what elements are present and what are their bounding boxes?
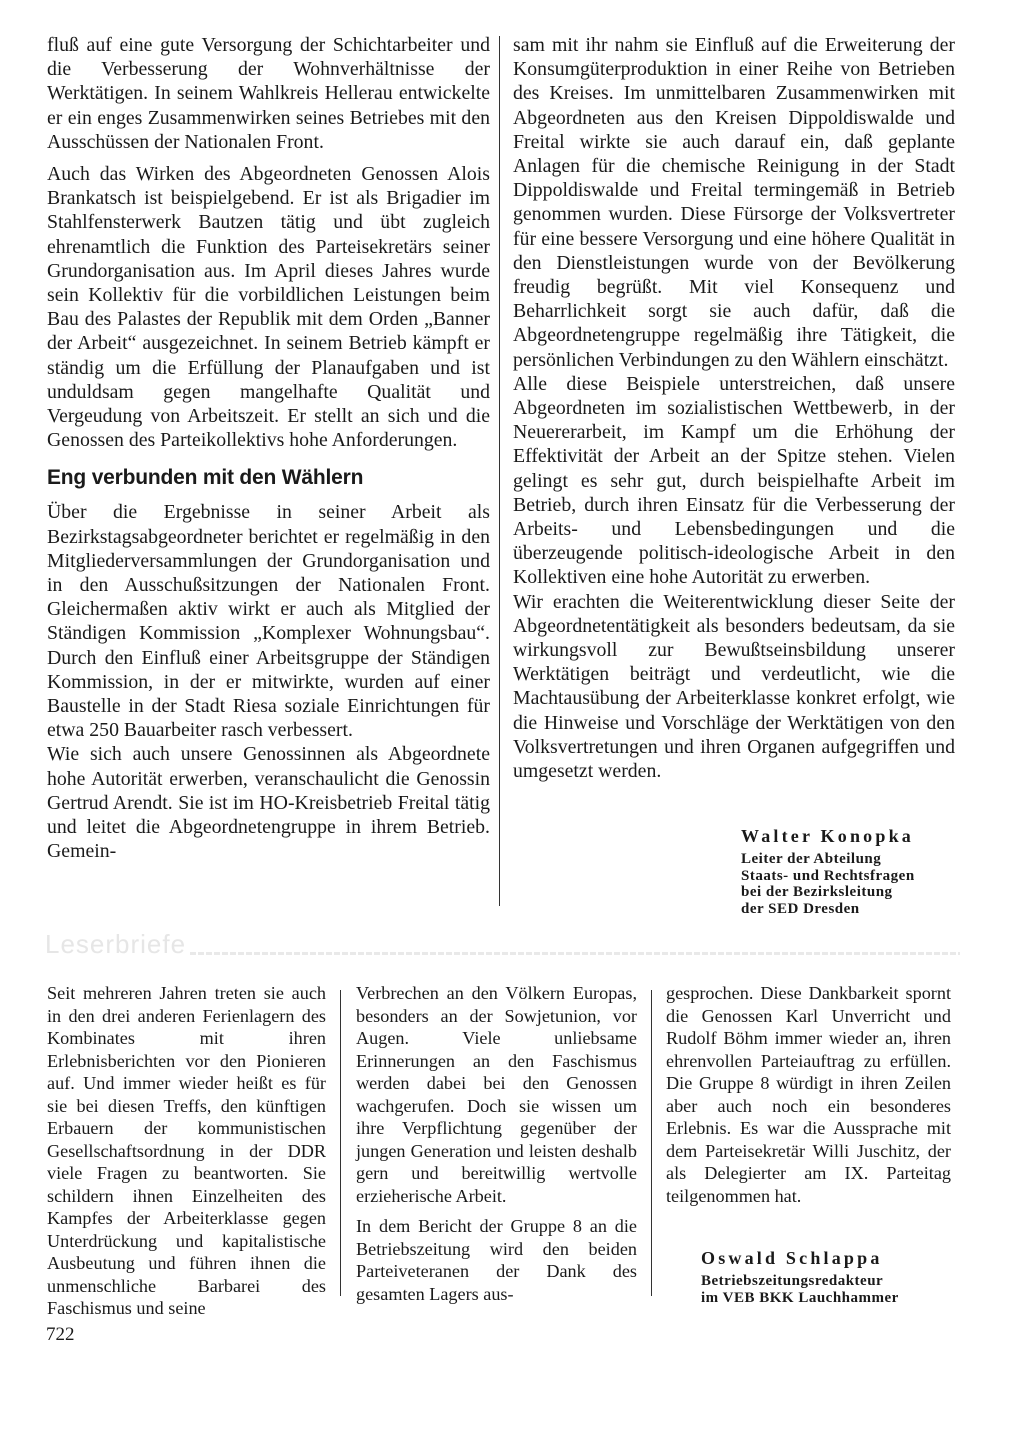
letters-author-signature: [701, 1248, 899, 1306]
author-role: Leiter der Abteilung: [741, 851, 882, 867]
author-signature: [741, 826, 915, 917]
letters-column-2: [356, 982, 637, 1305]
article-paragraph: Über die Ergebnisse in seiner Arbeit als Bezirkstagsabgeordneter berichtet er regelmäßig in den Mitgliederversammlungen der Grundorganisation und in den Ausschußsitzungen der Nationalen Front. Gleichermaßen aktiv wirkt er auch als Mitglied der Ständigen Kommission „Komplexer Wohnungsbau“. Durch den Einfluß einer Arbeitsgruppe der Ständigen Kommission, in der er mitwirkte, wurden auf einer Baustelle in der Stadt Riesa soziale Einrichtungen für etwa 250 Bauarbeiter rasch verbessert.: [47, 501, 490, 742]
article-column-left: [47, 33, 490, 864]
letters-column-1: [47, 982, 326, 1320]
letter-paragraph: In dem Bericht der Gruppe 8 an die Betriebszeitung wird den beiden Parteiveteranen der Dank des gesamten Lagers aus-: [356, 1216, 637, 1304]
article-paragraph: fluß auf eine gute Versorgung der Schichtarbeiter und die Verbesserung der Wohnverhältnisse der Werktätigen. In seinem Wahlkreis Hellerau entwickelte er ein enges Zusammenwirken seines Betriebes mit den Ausschüssen der Nationalen Front.: [47, 34, 490, 153]
article-paragraph: Wir erachten die Weiterentwicklung dieser Seite der Abgeordnetentätigkeit als besonders bedeutsam, da sie wirkungsvoll zur Bewußtseinsbildung unserer Werktätigen beiträgt und verdeutlicht, wie die Machtausübung der Arbeiterklasse konkret erfolgt, wie die Hinweise und Vorschläge der Werktätigen von den Volksvertretungen und ihren Organen aufgegriffen und umgesetzt werden.: [513, 590, 955, 783]
author-name: Walter Konopka: [741, 826, 914, 846]
letters-column-3: [666, 982, 951, 1207]
section-divider: [190, 952, 960, 955]
letters-author-role: Betriebszeitungsredakteur: [701, 1273, 884, 1289]
page-number: 722: [46, 1324, 75, 1345]
column-divider: [499, 36, 500, 906]
article-subheading: Eng verbunden mit den Wählern: [47, 466, 364, 490]
article-paragraph: sam mit ihr nahm sie Einfluß auf die Erweiterung der Konsumgüterproduktion in einer Reihe von Betrieben des Kreises. Im unmittelbaren Zusammenwirken mit Abgeordneten aus den Kreisen Dippoldiswalde und Freital wirkte sie auch darauf ein, daß geplante Anlagen für die chemische Reinigung in der Stadt Dippoldiswalde und Freital termingemäß in Betrieb genommen wurden. Diese Fürsorge der Volksvertreter für eine bessere Versorgung und eine höhere Qualität in den Dienstleistungen wurde von der Bevölkerung freudig begrüßt. Mit viel Konsequenz und Beharrlichkeit sorgt sie auch dafür, daß die Abgeordnetengruppe regelmäßig ihre Tätigkeit, die persönlichen Verbindungen zu den Wählern einschätzt.: [513, 34, 955, 371]
author-role: Staats- und Rechtsfragen: [741, 867, 915, 884]
article-paragraph: Alle diese Beispiele unterstreichen, daß unsere Abgeordneten im sozialistischen Wettbewerb, in der Neuererarbeit, im Kampf um die Erhöhung der Effektivität der Arbeit an der Spitze stehen. Vielen gelingt es sehr gut, durch beispielhafte Arbeit im Betrieb, durch ihren Einsatz für die Verbesserung der Arbeits- und Lebensbedingungen und die überzeugende politisch-ideologische Arbeit in den Kollektiven eine hohe Autorität zu erwerben.: [513, 372, 955, 589]
letter-paragraph: Seit mehreren Jahren treten sie auch in den drei anderen Ferienlagern des Kombinates mit ihren Erlebnisberichten vor den Pionieren auf. Und immer wieder heißt es für sie bei diesen Treffs, den künftigen Erbauern der kommunistischen Gesellschaftsordnung in der DDR viele Fragen zu beantworten. Sie schildern ihnen Einzelheiten des Kampfes der Arbeiterklasse gegen Unterdrückung und kapitalistische Ausbeutung und führen ihnen die unmenschliche Barbarei des Faschismus und seine: [47, 983, 326, 1318]
author-role: der SED Dresden: [741, 900, 860, 917]
letter-paragraph: gesprochen. Diese Dankbarkeit spornt die Genossen Karl Unverricht und Rudolf Böhm immer wieder an, ihren ehrenvollen Parteiauftrag zu erfüllen. Die Gruppe 8 würdigt in ihren Zeilen aber auch noch ein besonderes Erlebnis. Es war die Aussprache mit dem Parteisekretär Willi Juschitz, der als Delegierter am IX. Parteitag teilgenommen hat.: [666, 983, 951, 1206]
column-divider: [340, 990, 341, 1296]
letter-paragraph: Verbrechen an den Völkern Europas, besonders an der Sowjetunion, vor Augen. Viele unliebsame Erinnerungen an den Faschismus werden dabei bei den Genossen wachgerufen. Doch sie wissen um ihre Verpflichtung gegenüber der jungen Generation und leisten deshalb gern und bereitwillig wertvolle erzieherische Arbeit.: [356, 983, 637, 1206]
article-column-right: [513, 33, 955, 783]
letters-author-name: Oswald Schlappa: [701, 1248, 883, 1268]
section-title: Leserbriefe: [45, 929, 187, 959]
article-paragraph: Wie sich auch unsere Genossinnen als Abgeordnete hohe Autorität erwerben, veranschaulicht die Genossin Gertrud Arendt. Sie ist im HO-Kreisbetrieb Freital tätig und leitet die Abgeordnetengruppe in ihrem Betrieb. Gemein-: [47, 743, 490, 863]
letters-author-role: im VEB BKK Lauchhammer: [701, 1289, 899, 1306]
column-divider: [651, 990, 652, 1296]
article-paragraph: Auch das Wirken des Abgeordneten Genossen Alois Brankatsch ist beispielgebend. Er ist als Brigadier im Stahlfensterwerk Bautzen tätig und übt zugleich ehrenamtlich die Funktion des Parteisekretärs seiner Grundorganisation aus. Im April dieses Jahres wurde sein Kollektiv für die vorbildlichen Leistungen beim Bau des Palastes der Republik mit dem Orden „Banner der Arbeit“ ausgezeichnet. In seinem Betrieb kämpft er ständig um die Erfüllung der Planaufgaben und ist unduldsam gegen mangelhafte Qualität und Vergeudung von Arbeitszeit. Er stellt an sich und die Genossen des Parteikollektivs hohe Anforderungen.: [47, 163, 490, 452]
author-role: bei der Bezirksleitung: [741, 884, 893, 900]
